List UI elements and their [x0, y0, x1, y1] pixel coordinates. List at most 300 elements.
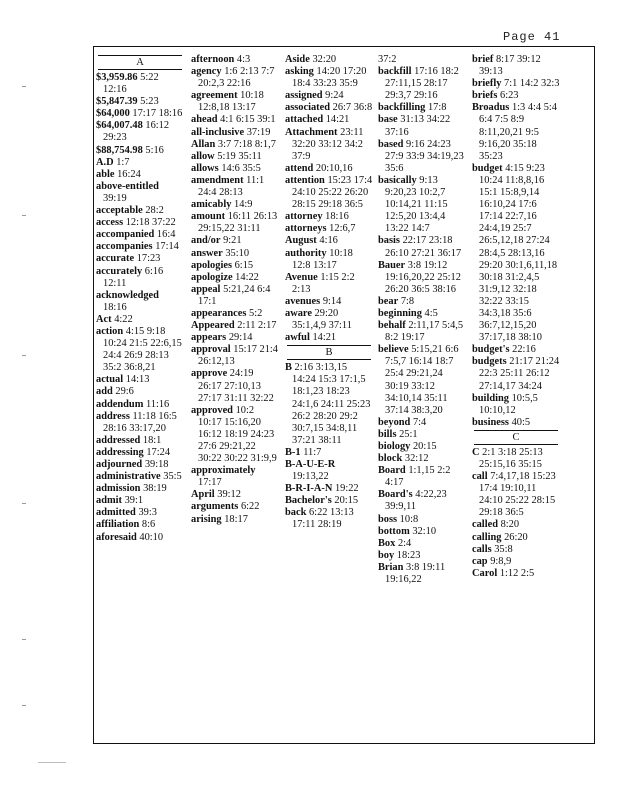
page-line-refs: 10:8: [399, 513, 419, 525]
page-line-refs: 11:7: [303, 446, 322, 458]
index-entry: [285, 362, 373, 447]
index-term: acceptable: [96, 205, 143, 217]
index-entry: [191, 248, 279, 260]
index-entry: [285, 223, 373, 235]
index-term: awful: [285, 332, 310, 344]
page-line-refs: 5:23: [140, 96, 159, 108]
index-term: $64,000: [96, 108, 130, 120]
index-term: April: [191, 489, 215, 501]
page-line-refs: 19:22: [334, 483, 359, 495]
index-entry: [285, 114, 373, 126]
index-column-4: [378, 54, 466, 586]
index-term: Bauer: [378, 259, 406, 271]
index-entry: [96, 241, 184, 253]
index-entry: [191, 368, 279, 404]
index-entry: [378, 429, 466, 441]
page-line-refs: 7:8: [400, 295, 415, 307]
index-term: A.D: [96, 156, 114, 168]
page-line-refs: 26:20: [504, 531, 528, 543]
index-term: admit: [96, 495, 122, 507]
page-line-refs: 20:10,16: [315, 162, 353, 174]
index-entry: [378, 526, 466, 538]
index-entry: [472, 447, 560, 471]
page-line-refs: 10:5,5 10:10,12: [479, 392, 538, 416]
index-term: beginning: [378, 307, 422, 319]
index-term: based: [378, 138, 404, 150]
index-term: actual: [96, 374, 124, 386]
index-term: ahead: [191, 114, 218, 126]
page-line-refs: 23:11 32:20 33:12 34:2 37:9: [292, 126, 364, 162]
page-line-refs: 17:16 18:2 27:11,15 28:17 29:3,7 29:16: [385, 66, 459, 102]
index-term: address: [96, 410, 130, 422]
index-entry: [285, 102, 373, 114]
page-line-refs: 4:5: [424, 307, 438, 319]
page-line-refs: 9:8,9: [490, 555, 512, 567]
index-entry: [378, 441, 466, 453]
page-line-refs: 1:12 2:5: [499, 567, 535, 579]
index-term: affiliation: [96, 519, 140, 531]
index-entry: [378, 235, 466, 259]
index-term: brief: [472, 54, 494, 65]
index-term: authority: [285, 247, 327, 259]
index-entry: [191, 272, 279, 284]
index-term: Broadus: [472, 102, 510, 114]
page-line-refs: 5:16: [145, 144, 164, 156]
index-term: cap: [472, 555, 488, 567]
page-line-refs: 17:17: [198, 477, 222, 489]
index-entry: [96, 411, 184, 435]
index-term: back: [285, 507, 307, 519]
page-line-refs: 3:7 7:18 8:1,7: [217, 138, 276, 150]
index-term: allows: [191, 162, 219, 174]
index-entry: [378, 562, 466, 586]
page-line-refs: 17:24: [146, 446, 171, 458]
index-entry: [96, 217, 184, 229]
page-line-refs: 8:20: [500, 519, 520, 531]
index-entry: [472, 532, 560, 544]
index-term: B: [285, 362, 292, 374]
index-term: approve: [191, 368, 228, 380]
index-entry: [378, 139, 466, 175]
index-entry: [191, 199, 279, 211]
index-term: Appeared: [191, 320, 235, 332]
page-line-refs: 4:16: [319, 235, 338, 247]
page-line-refs: 39:3: [138, 507, 157, 519]
page-line-refs: 8:17 39:12 39:13: [479, 54, 541, 78]
index-term: agreement: [191, 90, 238, 102]
page-line-refs: 12:6,7: [329, 223, 356, 235]
page-line-refs: 38:19: [143, 483, 167, 495]
index-entry: [285, 90, 373, 102]
index-entry: [378, 102, 466, 114]
page-line-refs: 17:8: [427, 102, 447, 114]
page-line-refs: 7:4,17,18 15:23 17:4 19:10,11 24:10 25:22 28:15 29:18 36:5: [479, 471, 556, 519]
page-line-refs: 29:14: [228, 332, 253, 344]
index-entry: [191, 405, 279, 465]
index-term: associated: [285, 102, 331, 114]
index-entry: [285, 66, 373, 90]
page-line-refs: 37:2: [378, 54, 397, 65]
index-entry: [378, 550, 466, 562]
index-entry: [378, 344, 466, 417]
page-line-refs: 12:18 37:22: [125, 217, 176, 229]
index-entry: [472, 102, 560, 162]
page-line-refs: 35:5: [163, 471, 182, 483]
index-entry: [191, 344, 279, 368]
index-entry: [472, 471, 560, 519]
index-entry: [285, 447, 373, 459]
index-entry: [191, 514, 279, 526]
page-line-refs: 32:12: [404, 453, 429, 465]
index-entry: [378, 417, 466, 429]
page-line-refs: 14:13: [125, 374, 150, 386]
page-line-refs: 40:5: [511, 416, 531, 428]
index-term: addressed: [96, 434, 141, 446]
section-rule: [287, 359, 371, 360]
index-term: building: [472, 392, 509, 404]
index-term: apologies: [191, 259, 232, 271]
index-entry: [285, 495, 373, 507]
index-term: appears: [191, 332, 227, 344]
index-entry: [285, 507, 373, 531]
index-term: allow: [191, 150, 215, 162]
index-column-1: [96, 54, 184, 544]
page-line-refs: 5:22 12:16: [103, 72, 159, 96]
page-line-refs: 11:1 24:4 28:13: [198, 174, 265, 199]
page-line-refs: 31:13 34:22 37:16: [385, 114, 451, 138]
index-entry: [96, 459, 184, 471]
index-column-5: [472, 54, 560, 580]
index-entry: [472, 568, 560, 580]
page-line-refs: 16:24: [117, 168, 141, 180]
index-entry: [96, 96, 184, 108]
index-term: apologize: [191, 271, 233, 283]
index-term: $64,007.48: [96, 120, 143, 132]
index-term: appearances: [191, 307, 247, 319]
page-line-refs: 32:10: [412, 525, 437, 537]
page-line-refs: 9:24: [325, 90, 344, 102]
page-line-refs: 29:6: [115, 386, 134, 398]
index-entry: [378, 489, 466, 513]
index-entry: [96, 290, 184, 314]
index-term: adjourned: [96, 459, 143, 470]
page-line-refs: 17:14: [155, 241, 179, 253]
index-term: Avenue: [285, 271, 318, 283]
index-entry: [472, 90, 560, 102]
index-entry: [96, 471, 184, 483]
index-term: basically: [378, 174, 417, 186]
index-term: amicably: [191, 199, 232, 211]
page-line-refs: 28:2: [145, 205, 164, 217]
index-term: Carol: [472, 567, 498, 579]
index-entry: [96, 399, 184, 411]
index-entry: [191, 139, 279, 151]
index-entry: [191, 465, 279, 489]
index-term: business: [472, 416, 509, 428]
index-term: boy: [378, 549, 395, 561]
index-entry: [96, 519, 184, 531]
index-entry: [472, 163, 560, 344]
index-entry: [191, 260, 279, 272]
index-term: Box: [378, 537, 396, 549]
index-term: boss: [378, 513, 398, 525]
index-entry: [191, 235, 279, 247]
page-line-refs: 25:1: [399, 428, 418, 440]
index-term: Brian: [378, 561, 404, 573]
section-header: [96, 55, 184, 70]
index-entry: [96, 532, 184, 544]
page-line-refs: 32:20: [312, 54, 337, 65]
index-term: all-inclusive: [191, 126, 245, 138]
index-entry: [191, 163, 279, 175]
page-line-refs: 5:21,24 6:4 17:1: [198, 283, 271, 307]
page-line-refs: 6:22 13:13 17:11 28:19: [292, 507, 354, 531]
page-line-refs: 20:15: [412, 441, 437, 452]
footer-mark: [38, 762, 66, 763]
index-term: Aside: [285, 54, 310, 65]
page-line-refs: 29:20 35:1,4,9 37:11: [292, 307, 352, 332]
margin-punch-mark: [22, 215, 26, 216]
index-entry: [285, 308, 373, 332]
index-term: addendum: [96, 398, 144, 410]
index-term: called: [472, 519, 498, 531]
index-term: attend: [285, 162, 314, 174]
index-entry: [285, 235, 373, 247]
index-term: aware: [285, 307, 312, 319]
index-entry: [96, 435, 184, 447]
margin-punch-mark: [22, 355, 26, 356]
page-line-refs: 14:21: [325, 114, 350, 126]
index-entry: [285, 332, 373, 344]
index-entry: [191, 320, 279, 332]
page-line-refs: 4:22: [114, 313, 133, 325]
index-term: arguments: [191, 501, 239, 513]
index-entry: [96, 495, 184, 507]
index-entry: [191, 284, 279, 308]
page-line-refs: 18:16: [103, 301, 127, 313]
index-entry: [285, 127, 373, 163]
index-term: approval: [191, 344, 231, 356]
page-line-refs: 2:4: [397, 537, 412, 549]
index-term: $3,959.86: [96, 72, 138, 83]
index-entry: [96, 205, 184, 217]
index-entry: [378, 465, 466, 489]
index-entry: [96, 386, 184, 398]
page-line-refs: 7:4: [412, 416, 427, 428]
index-term: accurately: [96, 265, 143, 277]
index-term: accompanies: [96, 241, 153, 253]
index-entry: [191, 308, 279, 320]
index-entry: [472, 519, 560, 531]
page-line-refs: 10:18 12:8 13:17: [292, 247, 353, 271]
index-entry: [96, 181, 184, 205]
index-entry: [191, 54, 279, 66]
index-term: attorneys: [285, 223, 327, 235]
index-entry: [96, 145, 184, 157]
page-line-refs: 6:23: [500, 90, 519, 102]
index-entry: [378, 296, 466, 308]
page-line-refs: 3:8 19:11 19:16,22: [385, 561, 446, 586]
index-term: access: [96, 217, 124, 229]
page-line-refs: 2:1 3:18 25:13 25:15,16 35:15: [479, 446, 543, 470]
page-line-refs: 1:1,15 2:2 4:17: [385, 465, 451, 489]
index-entry: [191, 114, 279, 126]
index-term: briefly: [472, 78, 502, 90]
index-entry: [378, 514, 466, 526]
page-line-refs: 9:16 24:23 27:9 33:9 34:19,23 35:6: [385, 138, 464, 174]
index-term: block: [378, 453, 403, 465]
page-line-refs: 35:10: [225, 247, 250, 259]
section-header: [285, 345, 373, 360]
index-term: behalf: [378, 320, 406, 332]
index-term: attached: [285, 114, 324, 126]
index-entry: [285, 483, 373, 495]
margin-punch-mark: [22, 503, 26, 504]
section-letter: A: [136, 57, 144, 68]
page-line-refs: 21:17 21:24 22:3 25:11 26:12 27:14,17 34:24: [479, 356, 560, 392]
page-line-refs: 14:6 35:5: [221, 162, 261, 174]
page-line-refs: 7:1 14:2 32:3: [504, 78, 560, 90]
page-line-refs: 16:4: [156, 229, 176, 241]
index-term: amendment: [191, 174, 244, 186]
index-term: B-A-U-E-R: [285, 459, 336, 470]
page-line-refs: 5:2: [249, 307, 263, 319]
page-line-refs: 6:15: [234, 259, 254, 271]
section-header: [472, 430, 560, 445]
index-term: budget's: [472, 344, 510, 356]
page-line-refs: 39:19: [103, 192, 127, 204]
index-term: budgets: [472, 356, 507, 368]
index-term: avenues: [285, 295, 321, 307]
index-entry: [378, 260, 466, 296]
index-entry: [378, 175, 466, 235]
index-term: addressing: [96, 446, 144, 458]
index-entry: [285, 272, 373, 296]
page-line-refs: 1:6 2:13 7:7 20:2,3 22:16: [198, 66, 275, 90]
index-term: call: [472, 471, 488, 483]
index-term: Attachment: [285, 126, 338, 138]
index-term: add: [96, 386, 113, 398]
page-line-refs: 18:1: [142, 434, 162, 446]
index-entry: [378, 320, 466, 344]
index-entry: [472, 556, 560, 568]
index-term: accompanied: [96, 229, 155, 241]
index-term: acknowledged: [96, 289, 159, 301]
index-entry: [378, 308, 466, 320]
index-term: assigned: [285, 90, 323, 102]
page-line-refs: 11:16: [145, 398, 170, 410]
index-entry: [191, 175, 279, 199]
index-term: above-entitled: [96, 180, 159, 192]
page-line-refs: 39:1: [124, 495, 144, 507]
index-term: believe: [378, 344, 409, 356]
index-entry: [378, 66, 466, 102]
index-entry: [191, 90, 279, 114]
index-entry: [96, 374, 184, 386]
margin-punch-mark: [22, 705, 26, 706]
page-line-refs: 9:14: [322, 295, 342, 307]
section-letter: C: [512, 431, 520, 443]
index-entry: [96, 169, 184, 181]
page-line-refs: 17:17 18:16: [132, 108, 183, 120]
page-line-refs: 14:20 17:20 18:4 33:23 35:9: [292, 66, 367, 90]
index-entry: [472, 54, 560, 78]
index-term: approximately: [191, 465, 256, 477]
page-line-refs: 4:15 9:23 10:24 11:8,8,16 15:1 15:8,9,14 16:10,24 17:6 17:14 22:7,16 24:4,19 25:7 26:5,12,18 27:24 28:4,5 28:13,16 29:20 30:1,6,11,18 30:18 31:2,4,5 31:9,12 32:18 32:22 33:15 34:3,18 35:6 36:7,12,15,20 37:17,18 38:10: [479, 162, 558, 344]
index-entry: [378, 54, 466, 66]
page-line-refs: 39:12: [217, 489, 241, 501]
index-entry: [96, 72, 184, 96]
index-entry: [96, 314, 184, 326]
index-entry: [472, 344, 560, 356]
index-entry: [378, 453, 466, 465]
index-term: base: [378, 114, 398, 126]
index-term: bear: [378, 295, 399, 307]
page-line-refs: 17:23: [136, 253, 161, 265]
index-term: $88,754.98: [96, 144, 143, 156]
index-term: backfilling: [378, 102, 426, 114]
index-term: Bachelor's: [285, 495, 332, 507]
page-line-refs: 6:16 12:11: [103, 265, 164, 289]
index-term: and/or: [191, 235, 221, 247]
page-line-refs: 10:2 10:17 15:16,20 16:12 18:19 24:23 27:6 29:21,22 30:22 30:22 31:9,9: [198, 404, 277, 465]
index-entry: [472, 356, 560, 392]
page-line-refs: 11:18 16:5 28:16 33:17,20: [103, 410, 177, 434]
page-line-refs: 10:18 12:8,18 13:17: [198, 90, 264, 114]
index-term: amount: [191, 211, 226, 223]
index-term: $5,847.39: [96, 96, 138, 108]
index-term: answer: [191, 247, 223, 259]
index-entry: [285, 163, 373, 175]
index-term: biology: [378, 441, 411, 452]
index-term: admission: [96, 483, 141, 495]
index-entry: [285, 54, 373, 66]
index-entry: [191, 211, 279, 235]
page-line-refs: 20:15: [334, 495, 359, 507]
page-line-refs: 9:13 9:20,23 10:2,7 10:14,21 11:15 12:5,20 13:4,4 13:22 14:7: [385, 174, 448, 235]
page-line-refs: 2:11,17 5:4,5 8:2 19:17: [385, 320, 464, 344]
page-line-refs: 4:22,23 39:9,11: [385, 489, 447, 513]
index-term: action: [96, 325, 124, 337]
page-line-refs: 24:19 26:17 27:10,13 27:17 31:11 32:22: [198, 368, 274, 404]
page-line-refs: 18:16: [325, 211, 349, 223]
index-term: accurate: [96, 253, 135, 265]
index-column-2: [191, 54, 279, 526]
index-term: approved: [191, 404, 233, 416]
page-line-refs: 9:21: [223, 235, 242, 247]
page-line-refs: 15:17 21:4 26:12,13: [198, 344, 279, 368]
index-entry: [191, 489, 279, 501]
index-entry: [191, 151, 279, 163]
page-line-refs: 35:8: [494, 543, 513, 555]
index-entry: [472, 544, 560, 556]
index-term: afternoon: [191, 54, 235, 65]
page-line-refs: 22:17 23:18 26:10 27:21 36:17: [385, 235, 462, 259]
page-line-refs: 14:21: [312, 332, 337, 344]
index-term: administrative: [96, 471, 161, 483]
index-entry: [472, 78, 560, 90]
index-term: backfill: [378, 66, 412, 78]
page-line-refs: 4:1 6:15 39:1: [220, 114, 276, 126]
index-term: agency: [191, 66, 222, 78]
index-entry: [96, 253, 184, 265]
section-rule: [98, 69, 182, 70]
page-line-refs: 37:19: [246, 126, 271, 138]
index-entry: [96, 447, 184, 459]
index-term: calling: [472, 531, 502, 543]
index-term: Allan: [191, 138, 216, 150]
index-entry: [472, 417, 560, 429]
